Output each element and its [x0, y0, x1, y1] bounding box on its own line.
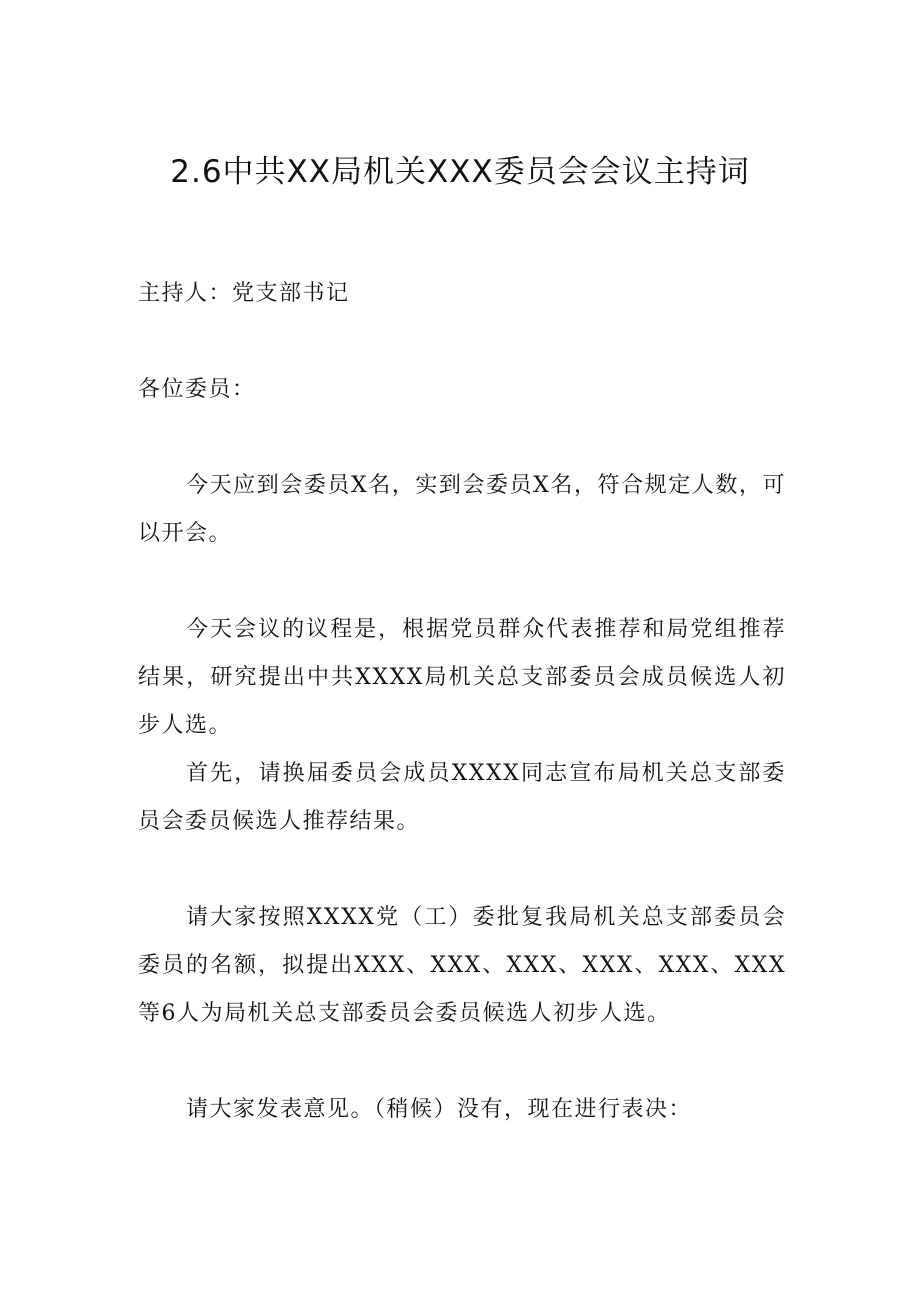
- paragraph-attendance: 今天应到会委员X名，实到会委员X名，符合规定人数，可以开会。: [138, 473, 786, 546]
- paragraph-vote: 请大家发表意见。（稍候）没有，现在进行表决：: [186, 1097, 693, 1122]
- paragraph-candidates: 请大家按照XXXX党（工）委批复我局机关总支部委员会委员的名额，拟提出XXX、XXX、XXX、XXX、XXX、XXX等6人为局机关总支部委员会委员候选人初步人选。: [138, 905, 786, 1026]
- greeting-line: 各位委员：: [138, 377, 256, 402]
- paragraph-announcement: 首先，请换届委员会成员XXXX同志宣布局机关总支部委员会委员候选人推荐结果。: [138, 761, 786, 834]
- host-line: 主持人：党支部书记: [138, 281, 350, 306]
- paragraph-agenda: 今天会议的议程是，根据党员群众代表推荐和局党组推荐结果，研究提出中共XXXX局机关总支部委员会成员候选人初步人选。: [138, 617, 786, 738]
- document-title: 2.6中共XX局机关XXX委员会会议主持词: [170, 154, 750, 190]
